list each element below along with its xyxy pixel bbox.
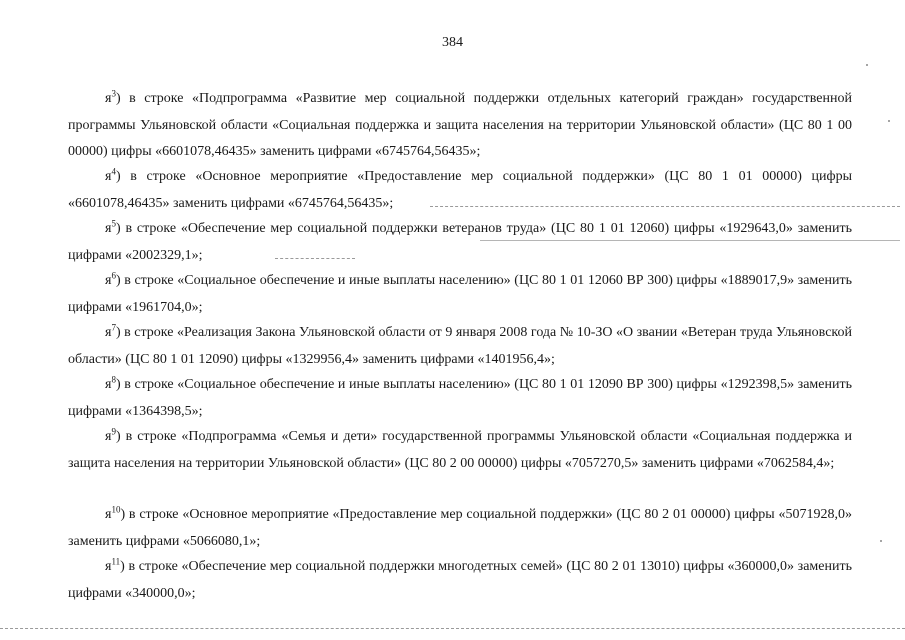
paragraph-letter: я <box>105 559 112 574</box>
paragraph-ya11 <box>68 554 852 607</box>
paragraph-ya6 <box>68 268 852 321</box>
paragraph-letter: я <box>105 507 112 522</box>
paragraph-text: ) в строке «Реализация Закона Ульяновской области от 9 января 2008 года № 10-ЗО «О звании «Ветеран труда Ульяновской области» (ЦС 80 1 01 12090) цифры «1329956,4» заменить цифрами «1401956,4»; <box>68 325 852 367</box>
paragraph-ya9 <box>68 424 852 477</box>
scan-artifact-line <box>0 628 905 629</box>
paragraph-text: ) в строке «Основное мероприятие «Предоставление мер социальной поддержки» (ЦС 80 1 01 00000) цифры «6601078,46435» заменить цифрами «6745764,56435»; <box>68 169 852 211</box>
paragraph-text: ) в строке «Социальное обеспечение и иные выплаты населению» (ЦС 80 1 01 12090 ВР 300) цифры «1292398,5» заменить цифрами «1364398,5»; <box>68 377 852 419</box>
page-number: 384 <box>442 35 463 50</box>
scan-artifact-line <box>430 206 900 207</box>
paragraph-superscript: 8 <box>111 374 116 385</box>
paragraph-text: ) в строке «Основное мероприятие «Предоставление мер социальной поддержки» (ЦС 80 2 01 00000) цифры «5071928,0» заменить цифрами «5066080,1»; <box>68 507 852 549</box>
paragraph-text: ) в строке «Социальное обеспечение и иные выплаты населению» (ЦС 80 1 01 12060 ВР 300) цифры «1889017,9» заменить цифрами «1961704,0»; <box>68 273 852 315</box>
paragraph-text: ) в строке «Подпрограмма «Семья и дети» государственной программы Ульяновской области «Социальная поддержка и защита населения на территории Ульяновской области» (ЦС 80 2 00 00000) цифры «7057270,5» заменить цифрами «7062584,4»; <box>68 429 852 471</box>
paragraph-letter: я <box>105 377 112 392</box>
paragraph-superscript: 4 <box>111 166 116 177</box>
paragraph-superscript: 11 <box>111 556 121 567</box>
paragraph-text: ) в строке «Обеспечение мер социальной поддержки многодетных семей» (ЦС 80 2 01 13010) цифры «360000,0» заменить цифрами «340000,0»; <box>68 559 852 601</box>
paragraph-text: ) в строке «Обеспечение мер социальной поддержки ветеранов труда» (ЦС 80 1 01 12060) цифры «1929643,0» заменить цифрами «2002329,1»; <box>68 221 852 263</box>
paragraph-text: ) в строке «Подпрограмма «Развитие мер социальной поддержки отдельных категорий граждан» государственной программы Ульяновской области «Социальная поддержка и защита населения на территории Ульяновской области» (ЦС 80 1 00 00000) цифры «6601078,46435» заменить цифрами «6745764,56435»; <box>68 91 852 159</box>
paragraph-letter: я <box>105 91 112 106</box>
paragraph-superscript: 3 <box>111 88 116 99</box>
paragraph-superscript: 7 <box>111 322 116 333</box>
paragraph-letter: я <box>105 325 112 340</box>
scan-artifact-speck <box>880 540 882 542</box>
paragraph-superscript: 6 <box>111 270 116 281</box>
paragraph-ya10 <box>68 502 852 555</box>
paragraph-ya3 <box>68 86 852 166</box>
paragraph-ya7 <box>68 320 852 373</box>
paragraph-ya4 <box>68 164 852 217</box>
paragraph-ya8 <box>68 372 852 425</box>
paragraph-superscript: 5 <box>111 218 116 229</box>
paragraph-letter: я <box>105 273 112 288</box>
paragraph-superscript: 9 <box>111 426 116 437</box>
scan-artifact-speck <box>888 120 890 122</box>
paragraph-letter: я <box>105 429 112 444</box>
paragraph-letter: я <box>105 169 112 184</box>
paragraph-ya5 <box>68 216 852 269</box>
paragraph-letter: я <box>105 221 112 236</box>
scan-artifact-line <box>275 258 355 259</box>
scan-artifact-speck <box>866 64 868 66</box>
scan-artifact-line <box>480 240 900 241</box>
paragraph-superscript: 10 <box>111 504 121 515</box>
